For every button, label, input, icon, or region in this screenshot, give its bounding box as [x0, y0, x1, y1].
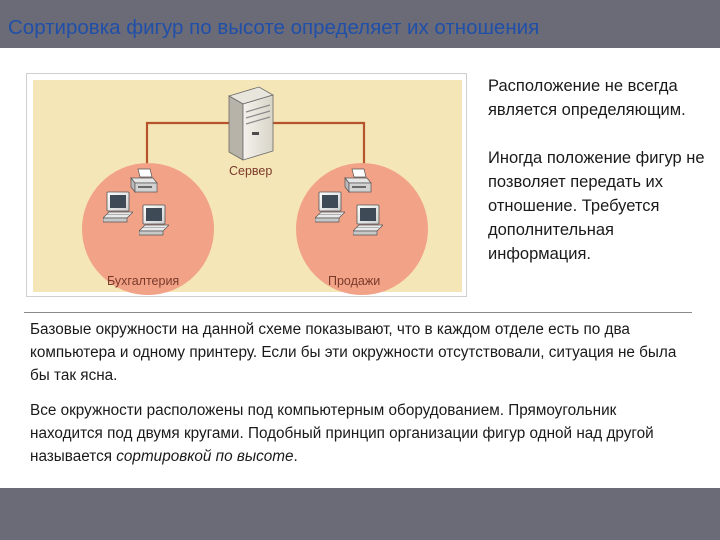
body-paragraph-2: [30, 399, 690, 468]
slide-title: Сортировка фигур по высоте определяет их отношения: [8, 16, 540, 39]
separator-line: [24, 312, 692, 313]
body-paragraph-2-prefix: Все окружности расположены под компьютерным оборудованием. Прямоугольник находится под двумя кругами. Подобный принцип организации фигур одной над другой называется: [30, 402, 654, 465]
side-note: [488, 74, 720, 266]
group-label-sales: Продажи: [328, 274, 381, 288]
network-diagram: [26, 73, 467, 297]
term-emphasis: сортировкой по высоте: [116, 448, 294, 465]
server-icon: [229, 87, 273, 160]
server-label: Сервер: [229, 164, 273, 178]
body-paragraph-2-suffix: .: [293, 448, 298, 465]
side-note-paragraph-1: Расположение не всегда является определяющим.: [488, 77, 686, 119]
footer-bar: [0, 488, 720, 540]
side-note-paragraph-2: Иногда положение фигур не позволяет передать их отношение. Требуется дополнительная информация.: [488, 149, 705, 263]
group-label-accounting: Бухгалтерия: [107, 274, 180, 288]
body-text: [30, 318, 690, 468]
body-paragraph-1: Базовые окружности на данной схеме показывают, что в каждом отделе есть по два компьютера и одному принтеру. Если бы эти окружности отсутствовали, ситуация не была бы так ясна.: [30, 321, 677, 384]
